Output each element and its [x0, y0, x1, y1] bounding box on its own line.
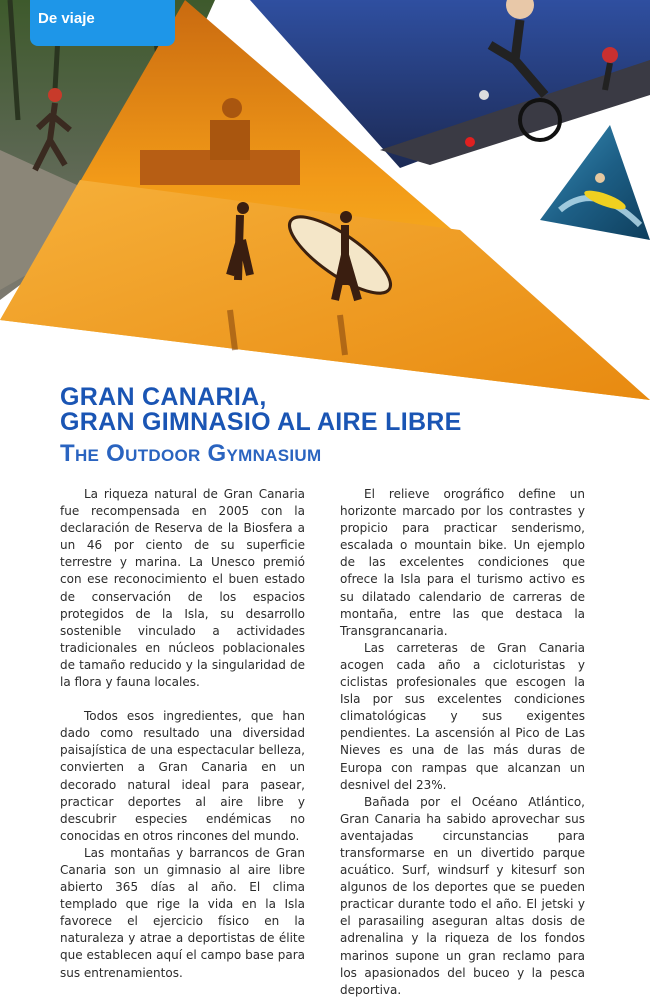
surfer-wave-photo [540, 125, 650, 240]
title-line-1: GRAN CANARIA, [60, 383, 267, 411]
section-tag-label: De viaje [38, 10, 95, 27]
section-tag [30, 0, 175, 46]
left-column [60, 486, 305, 982]
title-line-2: GRAN GIMNASIO AL AIRE LIBRE [60, 408, 462, 436]
paragraph: Bañada por el Océano Atlántico, Gran Canaria ha sabido aprovechar sus aventajadas circunstancias para transformarse en un divertido parque acuático. Surf, windsurf y kitesurf son algunos de los deportes que se pueden practicar durante todo el año. El jetski y el parasailing aseguran altas dosis de adrenalina y la riqueza de los fondos marinos supone un gran reclamo para los apasionados del buceo y la pesca deportiva. [340, 794, 585, 997]
right-column [340, 486, 585, 999]
paragraph: El relieve orográfico define un horizonte marcado por los contrastes y propicio para practicar senderismo, escalada o mountain bike. Un ejemplo de las excelentes condiciones que ofrece la Isla para el turismo activo es su dilatado calendario de carreras de montaña, entre las que destaca la Transgrancanaria. [340, 487, 585, 638]
page-subtitle: The Outdoor Gymnasium [60, 440, 322, 467]
paragraph: Todos esos ingredientes, que han dado como resultado una diversidad paisajística de una espectacular belleza, convierten a Gran Canaria en un decorado natural ideal para pasear, practicar deportes al aire libre y descubrir especies endémicas no conocidas en otros rincones del mundo. [60, 709, 305, 843]
paragraph: Las carreteras de Gran Canaria acogen cada año a cicloturistas y ciclistas profesionales que escogen la Isla por sus excelentes condiciones climatológicas y sus exigentes pendientes. La ascensión al Pico de Las Nieves es una de las más duras de Europa con rampas que alcanzan un desnivel del 23%. [340, 640, 585, 792]
page-title [60, 385, 462, 435]
paragraph: Las montañas y barrancos de Gran Canaria son un gimnasio al aire libre abierto 365 días al año. El clima templado que rige la vida en la Isla favorece el ejercicio físico en la naturaleza y atrae a deportistas de élite que establecen aquí el campo base para sus entrenamientos. [60, 845, 305, 980]
photo-collage [0, 0, 650, 400]
paragraph: La riqueza natural de Gran Canaria fue recompensada en 2005 con la declaración de Reserva de la Biosfera a un 46 por ciento de su superficie terrestre y marina. La Unesco premió con ese reconocimiento el buen estado de conservación de los espacios protegidos de la Isla, su desarrollo sostenible vinculado a actividades tradicionales en núcleos poblacionales de tamaño reducido y la singularidad de la flora y fauna locales. [60, 487, 305, 690]
